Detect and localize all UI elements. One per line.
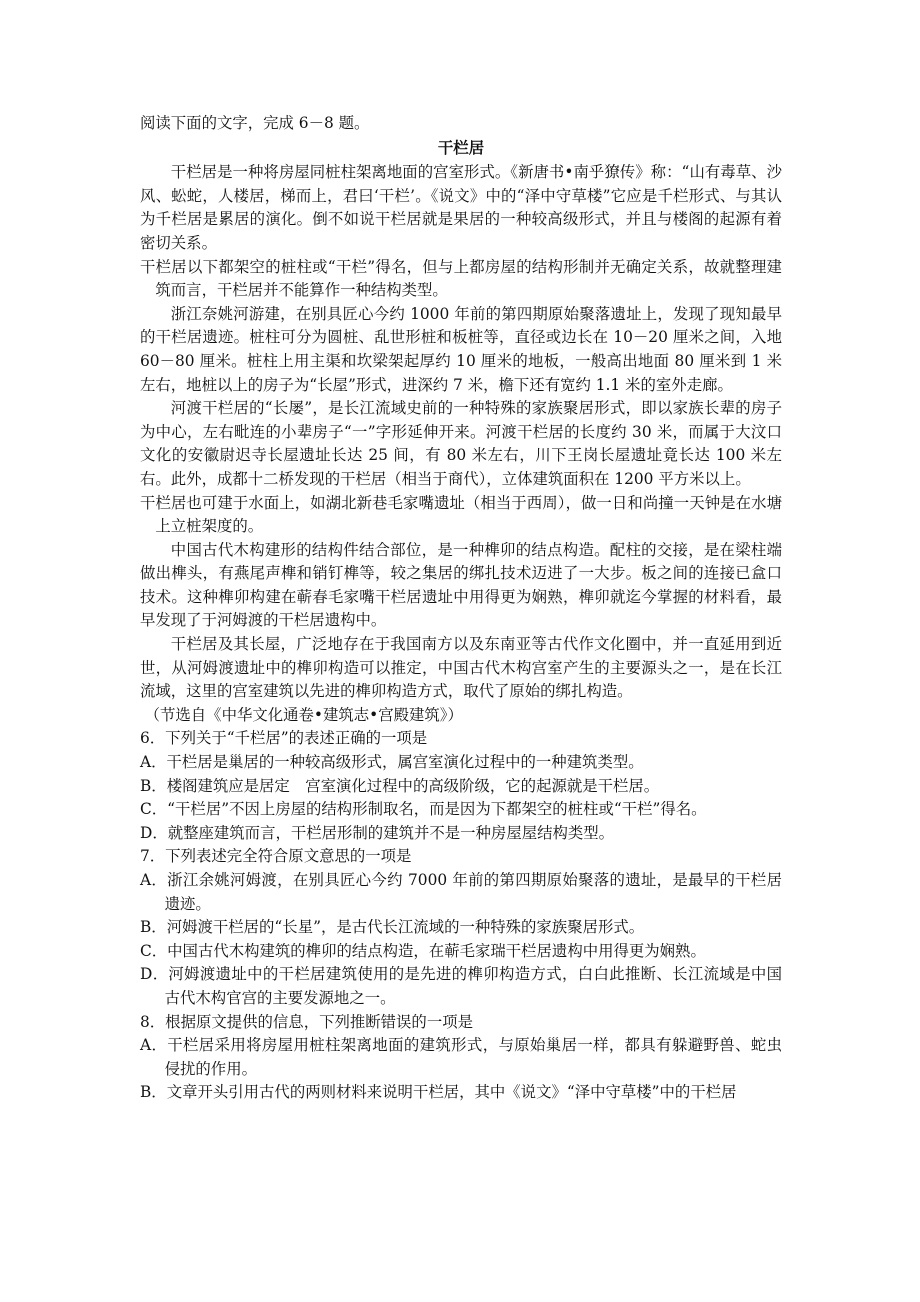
reading-instruction: 阅读下面的文字，完成 6－8 题。 [140,114,370,132]
question-6-option-d: D．就整座建筑而言，干栏居形制的建筑并不是一种房屋屋结构类型。 [140,823,615,842]
question-7-stem: 7．下列表述完全符合原文意思的一项是 [140,847,412,866]
question-7-option-c: C．中国古代木构建筑的榫卯的结点构造，在蕲毛家瑞干栏居遗构中用得更为娴熟。 [140,941,706,960]
article-paragraph-4: 河渡干栏居的“长屡”，是长江流域史前的一种特殊的家族聚居形式，即以家族长辈的房子为中心，左右毗连的小辈房子“一”字形延伸开来。河渡干栏居的长度约 30 米，而属于大汶口文化的安徽尉迟寺长屋遗址长达 25 间，有 80 米左右，川下王岗长屋遗址竟长达 100 米左右。此外，成都十二桥发现的干栏居（相当于商代），立体建筑面积在 1200 平方米以上。 [140,399,782,488]
article-paragraph-2: 干栏居以下都架空的桩柱或“干栏”得名，但与上都房屋的结构形制并无确定关系，故就整理建筑而言，干栏居并不能算作一种结构类型。 [140,257,782,300]
article-paragraph-7: 干栏居及其长屋，广泛地存在于我国南方以及东南亚等古代作文化圈中，并一直延用到近世，从河姆渡遗址中的榫卯构造可以推定，中国古代木构宫室产生的主要源头之一，是在长江流域，这里的宫室建筑以先进的榫卯构造方式，取代了原始的绑扎构造。 [140,635,782,701]
question-8-option-b: B．文章开头引用古代的两则材料来说明干栏居，其中《说文》“泽中守草楼”中的干栏居 [140,1083,737,1102]
article-source: （节选自《中华文化通卷•建筑志•宫殿建筑》） [144,705,463,724]
question-8-option-a: A．干栏居采用将房屋用桩柱架离地面的建筑形式，与原始巢居一样，都具有躲避野兽、蛇虫侵扰的作用。 [140,1036,782,1078]
question-6-option-c: C．“干栏居”不因上房屋的结构形制取名，而是因为下都架空的桩柱或“干栏”得名。 [140,800,707,819]
question-6-option-a: A．干栏居是巢居的一种较高级形式，属宫室演化过程中的一种建筑类型。 [140,753,644,772]
article-paragraph-5: 干栏居也可建于水面上，如湖北新巷毛家嘴遗址（相当于西周），做一日和尚撞一天钟是在水塘上立桩架度的。 [140,493,782,536]
article-paragraph-6: 中国古代木构建形的结构件结合部位，是一种榫卯的结点构造。配柱的交接，是在梁柱端做出榫头，有燕尾声榫和销钉榫等，较之集居的绑扎技术迈进了一大步。板之间的连接已盒口技术。这种榫卯构建在蕲春毛家嘴干栏居遗址中用得更为娴熟，榫卯就迄今掌握的材料看，最早发现了于河姆渡的干栏居遗构中。 [140,540,782,630]
question-7-option-a: A．浙江余姚河姆渡，在别具匠心今约 7000 年前的第四期原始聚落的遗址，是最早的干栏居遗迹。 [140,871,782,913]
article-title: 干栏居 [437,138,485,157]
article-paragraph-1: 干栏居是一种将房屋同桩柱架离地面的宫室形式。《新唐书•南乎獠传》称：“山有毒草、沙风、蚣蛇，人楼居，梯而上，君曰‘干栏’。《说文》中的“泽中守草楼”它应是千栏形式、与其认为千栏居是累居的演化。倒不如说干栏居就是果居的一种较高级形式，并且与楼阁的起源有着密切关系。 [140,163,782,252]
question-6-option-b: B．楼阁建筑应是居定 宫室演化过程中的高级阶级，它的起源就是干栏居。 [140,776,660,795]
question-6-stem: 6．下列关于“千栏居”的表述正确的一项是 [140,729,428,748]
question-7-option-b: B．河姆渡干栏居的“长星”，是古代长江流域的一种特殊的家族聚居形式。 [140,918,645,937]
question-7-option-d: D．河姆渡遗址中的干栏居建筑使用的是先进的榫卯构造方式，白白此推断、长江流域是中国古代木构官宫的主要发源地之一。 [140,965,782,1007]
question-8-stem: 8．根据原文提供的信息，下列推断错误的一项是 [140,1012,473,1031]
article-paragraph-3: 浙江奈姚河游建，在别具匠心今约 1000 年前的第四期原始聚落遗址上，发现了现知最早的干栏居遗迹。桩柱可分为圆桩、乱世形桩和板桩等，直径或边长在 10－20 厘米之间，入地 60－80 厘米。桩柱上用主渠和坎梁架起厚约 10 厘米的地板，一般高出地面 80 厘米到 1 米左右，地桩以上的房子为“长屋”形式，进深约 7 米，檐下还有宽约 1.1 米的室外走廊。 [140,304,782,394]
